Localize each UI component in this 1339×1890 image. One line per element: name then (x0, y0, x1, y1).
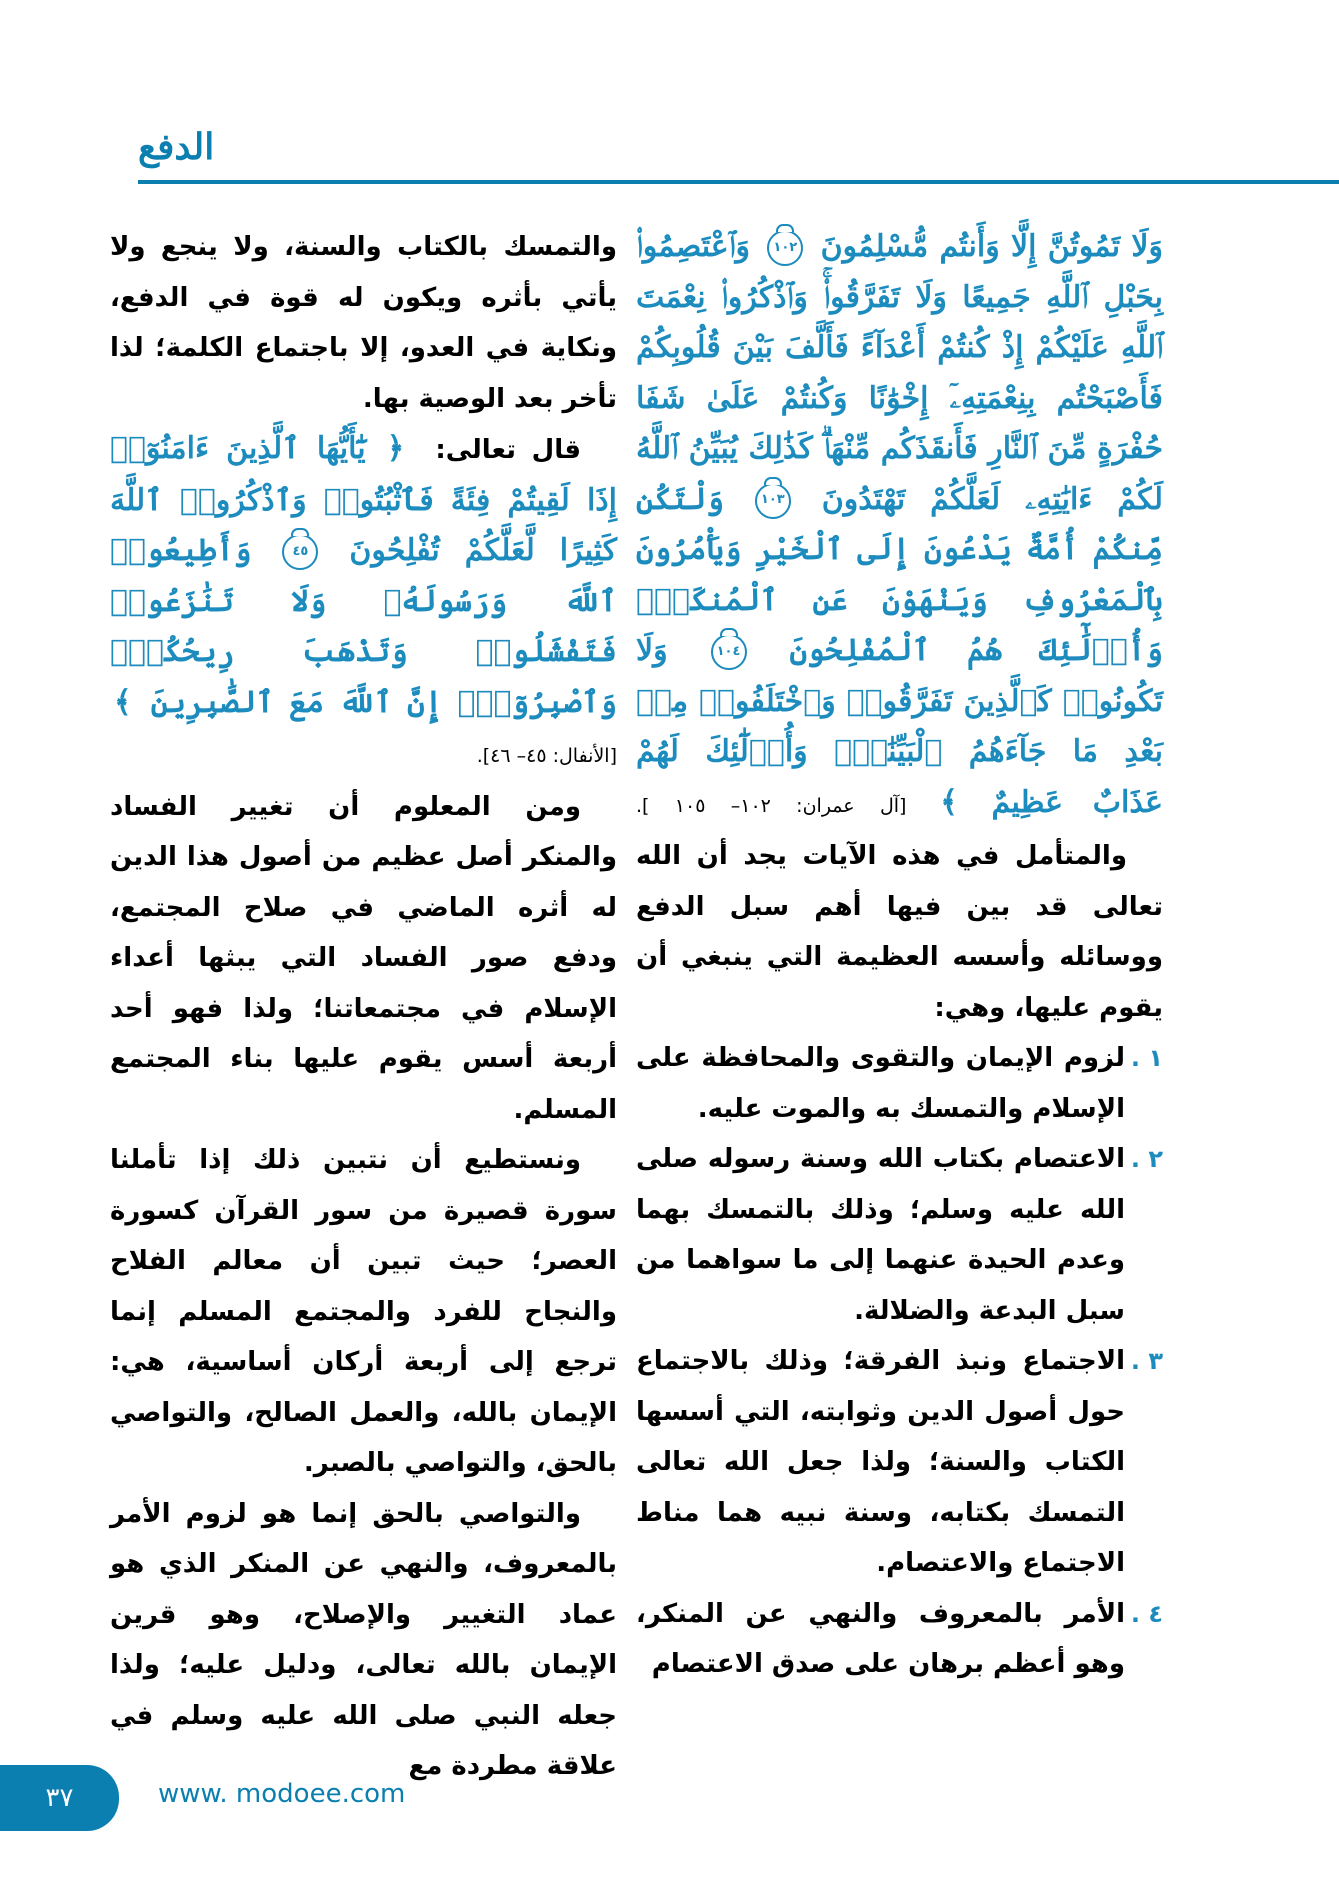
list-item (636, 1589, 1163, 1690)
quran-verse-102: وَلَا تَمُوتُنَّ إِلَّا وَأَنتُم مُّسْلِمُونَ (820, 229, 1163, 264)
ayah-number-marker: ١٠٢ (767, 230, 803, 266)
quran-verse-45: يَٰٓأَيُّهَا ٱلَّذِينَ ءَامَنُوٓا۟ إِذَا لَقِيتُمْ فِئَةً فَٱثْبُتُوا۟ وَٱذْكُرُوا۟ ٱللَّهَ كَثِيرًا لَّعَلَّكُمْ تُفْلِحُونَ (110, 431, 617, 568)
quran-verse-105: وَلَا تَكُونُوا۟ كَٱلَّذِينَ تَفَرَّقُوا۟ وَٱخْتَلَفُوا۟ مِنۢ بَعْدِ مَا جَآءَهُمُ ٱلْبَيِّنَٰتُۚ وَأُو۟لَٰٓئِكَ لَهُمْ عَذَابٌ عَظِيمٌ (636, 633, 1163, 820)
list-number: ١ . (1130, 1044, 1163, 1072)
quran-verse-104: وَلْتَكُن مِّنكُمْ أُمَّةٌ يَدْعُونَ إِلَى ٱلْخَيْرِ وَيَأْمُرُونَ بِٱلْمَعْرُوفِ وَيَنْهَوْنَ عَنِ ٱلْمُنكَرِۚ وَأُو۟لَٰٓئِكَ هُمُ ٱلْمُفْلِحُونَ (636, 481, 1163, 668)
ornate-opening-bracket-icon: ﴿ (386, 431, 405, 466)
paragraph: ونستطيع أن نتبين ذلك إذا تأملنا سورة قصيرة من سور القرآن كسورة العصر؛ حيث تبين أن معالم الفلاح والنجاح للفرد والمجتمع المسلم إنما ترجع إلى أربعة أركان أساسية، هي: الإيمان بالله، والعمل الصالح، والتواصي بالحق، والتواصي بالصبر. (110, 1145, 617, 1478)
list-number: ٣ . (1130, 1347, 1163, 1375)
ornate-closing-bracket-icon: ﴾ (940, 784, 958, 820)
right-column (636, 222, 1163, 1690)
chapter-title: الدفع (138, 126, 215, 168)
paragraph: والتواصي بالحق إنما هو لزوم الأمر بالمعروف، والنهي عن المنكر الذي هو عماد التغيير والإصلاح، وهو قرين الإيمان بالله تعالى، ودليل عليه؛ ولذا جعله النبي صلى الله عليه وسلم في علاقة مطردة مع (110, 1498, 617, 1781)
list-number: ٢ . (1130, 1145, 1163, 1173)
verse-citation: [الأنفال: ٤٥– ٤٦]. (476, 745, 617, 767)
verse-citation: [آل عمران: ١٠٢– ١٠٥ ]. (636, 794, 907, 817)
list-item-text: الاعتصام بكتاب الله وسنة رسوله صلى الله عليه وسلم؛ وذلك بالتمسك بهما وعدم الحيدة عنهما إلى ما سواهما من سبل البدعة والضلالة. (636, 1144, 1125, 1326)
ayah-number-marker: ١٠٣ (755, 483, 791, 519)
paragraph: ومن المعلوم أن تغيير الفساد والمنكر أصل عظيم من أصول هذا الدين له أثره الماضي في صلاح المجتمع، ودفع صور الفساد التي يبثها أعداء الإسلام في مجتمعاتنا؛ ولذا فهو أحد أربعة أسس يقوم عليها بناء المجتمع المسلم. (110, 791, 617, 1125)
list-item-text: الاجتماع ونبذ الفرقة؛ وذلك بالاجتماع حول أصول الدين وثوابته، التي أسسها الكتاب والسنة؛ ولذا جعل الله تعالى التمسك بكتابه، وسنة نبيه هما مناط الاجتماع والاعتصام. (636, 1346, 1125, 1578)
paragraph: والتمسك بالكتاب والسنة، ولا ينجع ولا يأتي بأثره ويكون له قوة في الدفع، ونكاية في العدو، إلا باجتماع الكلمة؛ لذا تأخر بعد الوصية بها. (110, 232, 617, 414)
quran-passage-al-anfal (110, 424, 617, 782)
website-link[interactable]: www. modoee.com (158, 1779, 406, 1809)
intro-paragraph: والمتأمل في هذه الآيات يجد أن الله تعالى قد بين فيها أهم سبل الدفع ووسائله وأسسه العظيمة التي ينبغي أن يقوم عليها، وهي: (636, 841, 1163, 1023)
page-number: ٣٧ (45, 1783, 74, 1813)
list-item (636, 1134, 1163, 1336)
quran-verse-46: وَأَطِيعُوا۟ ٱللَّهَ وَرَسُولَهُۥ وَلَا تَنَٰزَعُوا۟ فَتَفْشَلُوا۟ وَتَذْهَبَ رِيحُكُمْۖ وَٱصْبِرُوٓا۟ۚ إِنَّ ٱللَّهَ مَعَ ٱلصَّٰبِرِينَ (110, 533, 617, 720)
header-divider (138, 180, 1339, 184)
left-column (110, 222, 617, 1792)
list-item-text: لزوم الإيمان والتقوى والمحافظة على الإسلام والتمسك به والموت عليه. (636, 1043, 1125, 1124)
list-item (636, 1033, 1163, 1134)
quran-passage-al-imran (636, 222, 1163, 831)
quran-intro-label: قال تعالى: (435, 435, 581, 465)
list-item (636, 1336, 1163, 1589)
quran-verse-103: وَٱعْتَصِمُوا۟ بِحَبْلِ ٱللَّهِ جَمِيعًا وَلَا تَفَرَّقُوا۟ۚ وَٱذْكُرُوا۟ نِعْمَتَ ٱللَّهِ عَلَيْكُمْ إِذْ كُنتُمْ أَعْدَآءً فَأَلَّفَ بَيْنَ قُلُوبِكُمْ فَأَصْبَحْتُم بِنِعْمَتِهِۦٓ إِخْوَٰنًا وَكُنتُمْ عَلَىٰ شَفَا حُفْرَةٍ مِّنَ ٱلنَّارِ فَأَنقَذَكُم مِّنْهَاۗ كَذَٰلِكَ يُبَيِّنُ ٱللَّهُ لَكُمْ ءَايَٰتِهِۦ لَعَلَّكُمْ تَهْتَدُونَ (636, 229, 1163, 517)
foundations-list (636, 1033, 1163, 1690)
ayah-number-marker: ٤٥ (282, 534, 318, 570)
page-number-badge (0, 1765, 119, 1831)
ayah-number-marker: ١٠٤ (711, 634, 747, 670)
list-item-text: الأمر بالمعروف والنهي عن المنكر، وهو أعظم برهان على صدق الاعتصام (636, 1598, 1125, 1679)
ornate-closing-bracket-icon: ﴾ (114, 684, 132, 720)
list-number: ٤ . (1130, 1599, 1163, 1628)
